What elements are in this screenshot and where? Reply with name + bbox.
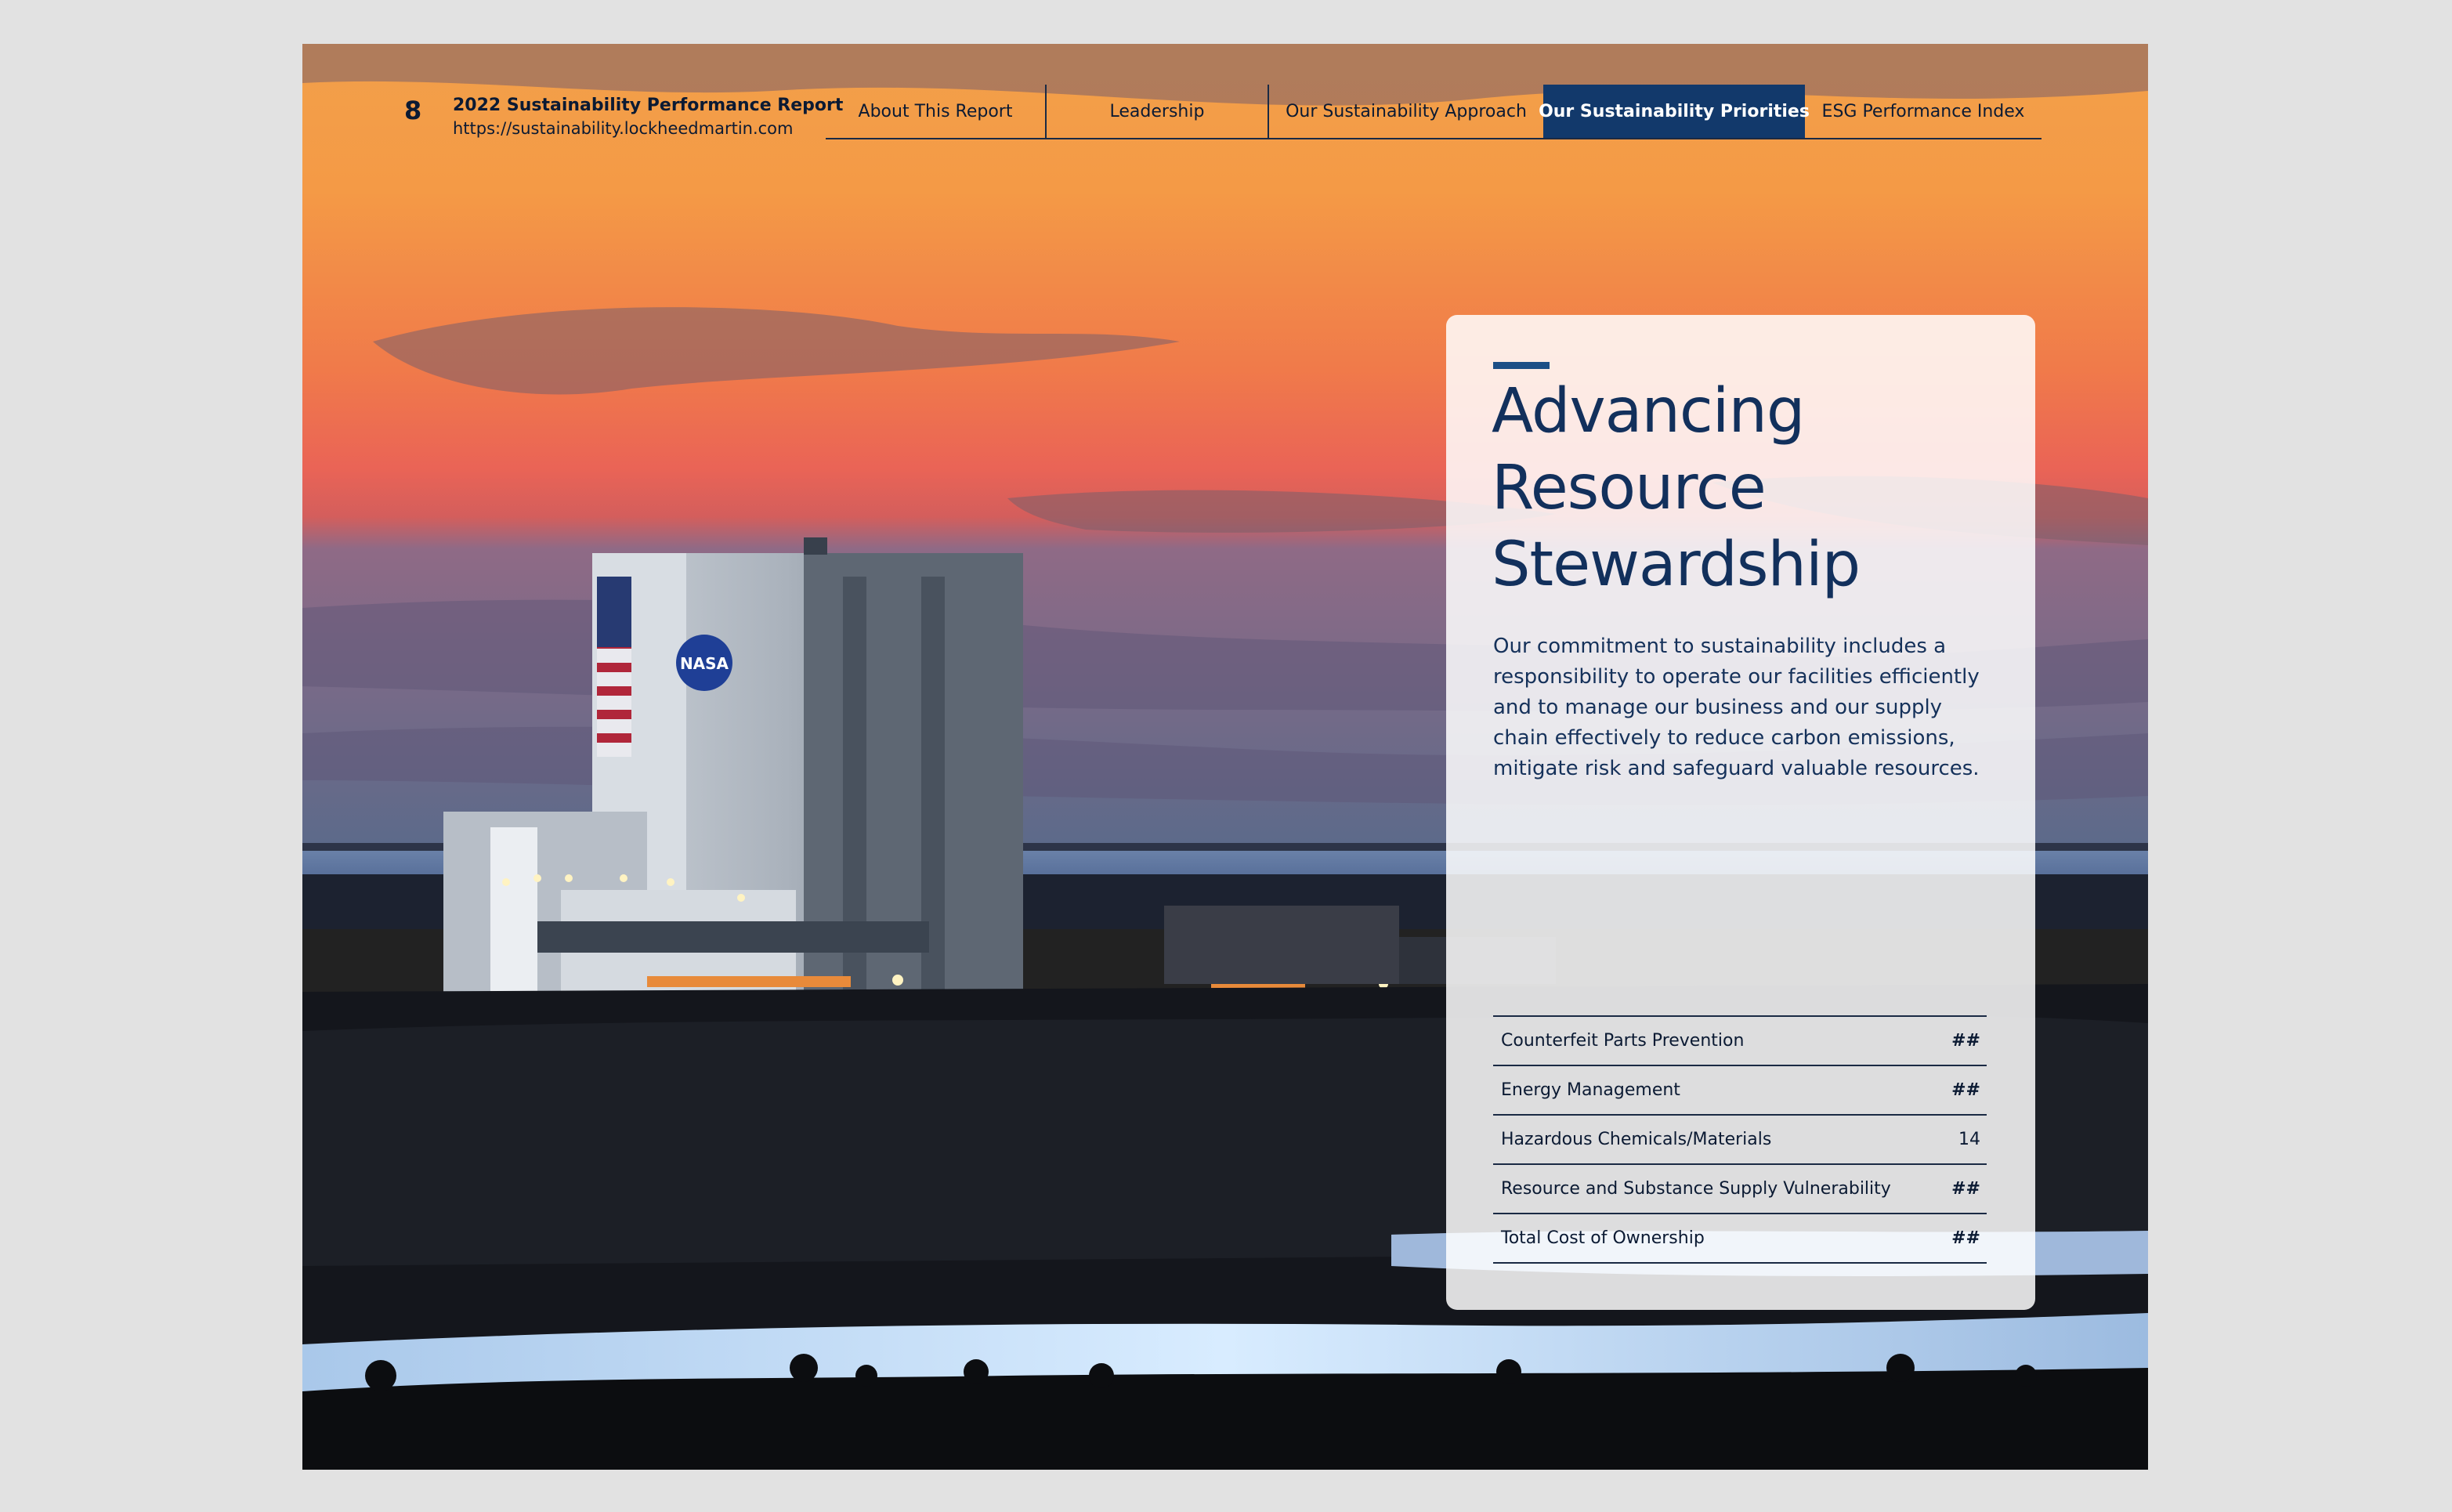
priority-row-counterfeit-parts[interactable]: [1493, 1017, 1987, 1066]
tab-about-this-report[interactable]: About This Report: [826, 85, 1047, 138]
priority-row-total-cost[interactable]: [1493, 1214, 1987, 1264]
tab-esg-performance-index[interactable]: ESG Performance Index: [1821, 101, 2025, 121]
svg-text:NASA: NASA: [679, 654, 729, 673]
top-nav: [826, 85, 2042, 139]
priority-label: Hazardous Chemicals/Materials: [1501, 1130, 1772, 1149]
section-headline: [1492, 373, 2009, 603]
tab-our-sustainability-approach[interactable]: Our Sustainability Approach: [1286, 101, 1527, 121]
priority-page: ##: [1951, 1080, 1980, 1100]
content-panel: [1446, 315, 2035, 1310]
priority-page: ##: [1951, 1179, 1980, 1199]
priority-row-hazardous-chemicals[interactable]: [1493, 1116, 1987, 1165]
accent-bar: [1493, 362, 1550, 369]
report-url-link[interactable]: https://sustainability.lockheedmartin.com: [453, 119, 794, 138]
priority-page: ##: [1951, 1031, 1980, 1051]
priority-page: ##: [1951, 1228, 1980, 1248]
page-number: 8: [404, 96, 422, 125]
report-title: 2022 Sustainability Performance Report: [453, 96, 844, 115]
report-page: [302, 44, 2148, 1470]
headline-line-2: Resource: [1492, 453, 1766, 523]
priority-row-resource-supply[interactable]: [1493, 1165, 1987, 1214]
intro-paragraph: Our commitment to sustainability includes a responsibility to operate our facilities efficiently and to manage our business and our supply chain effectively to reduce carbon emissions, mitigate risk and safeguard valuable resources.: [1493, 635, 1980, 780]
priority-row-energy-management[interactable]: [1493, 1066, 1987, 1116]
priority-list: [1493, 1015, 1987, 1264]
priority-label: Energy Management: [1501, 1080, 1680, 1100]
tab-leadership[interactable]: Leadership: [1047, 85, 1269, 138]
tab-our-sustainability-priorities[interactable]: Our Sustainability Priorities: [1543, 85, 1805, 138]
priority-label: Total Cost of Ownership: [1501, 1228, 1705, 1248]
priority-label: Counterfeit Parts Prevention: [1501, 1031, 1745, 1051]
headline-line-3: Stewardship: [1492, 530, 1861, 600]
headline-line-1: Advancing: [1492, 376, 1805, 447]
priority-page: 14: [1958, 1130, 1980, 1149]
priority-label: Resource and Substance Supply Vulnerability: [1501, 1179, 1891, 1199]
